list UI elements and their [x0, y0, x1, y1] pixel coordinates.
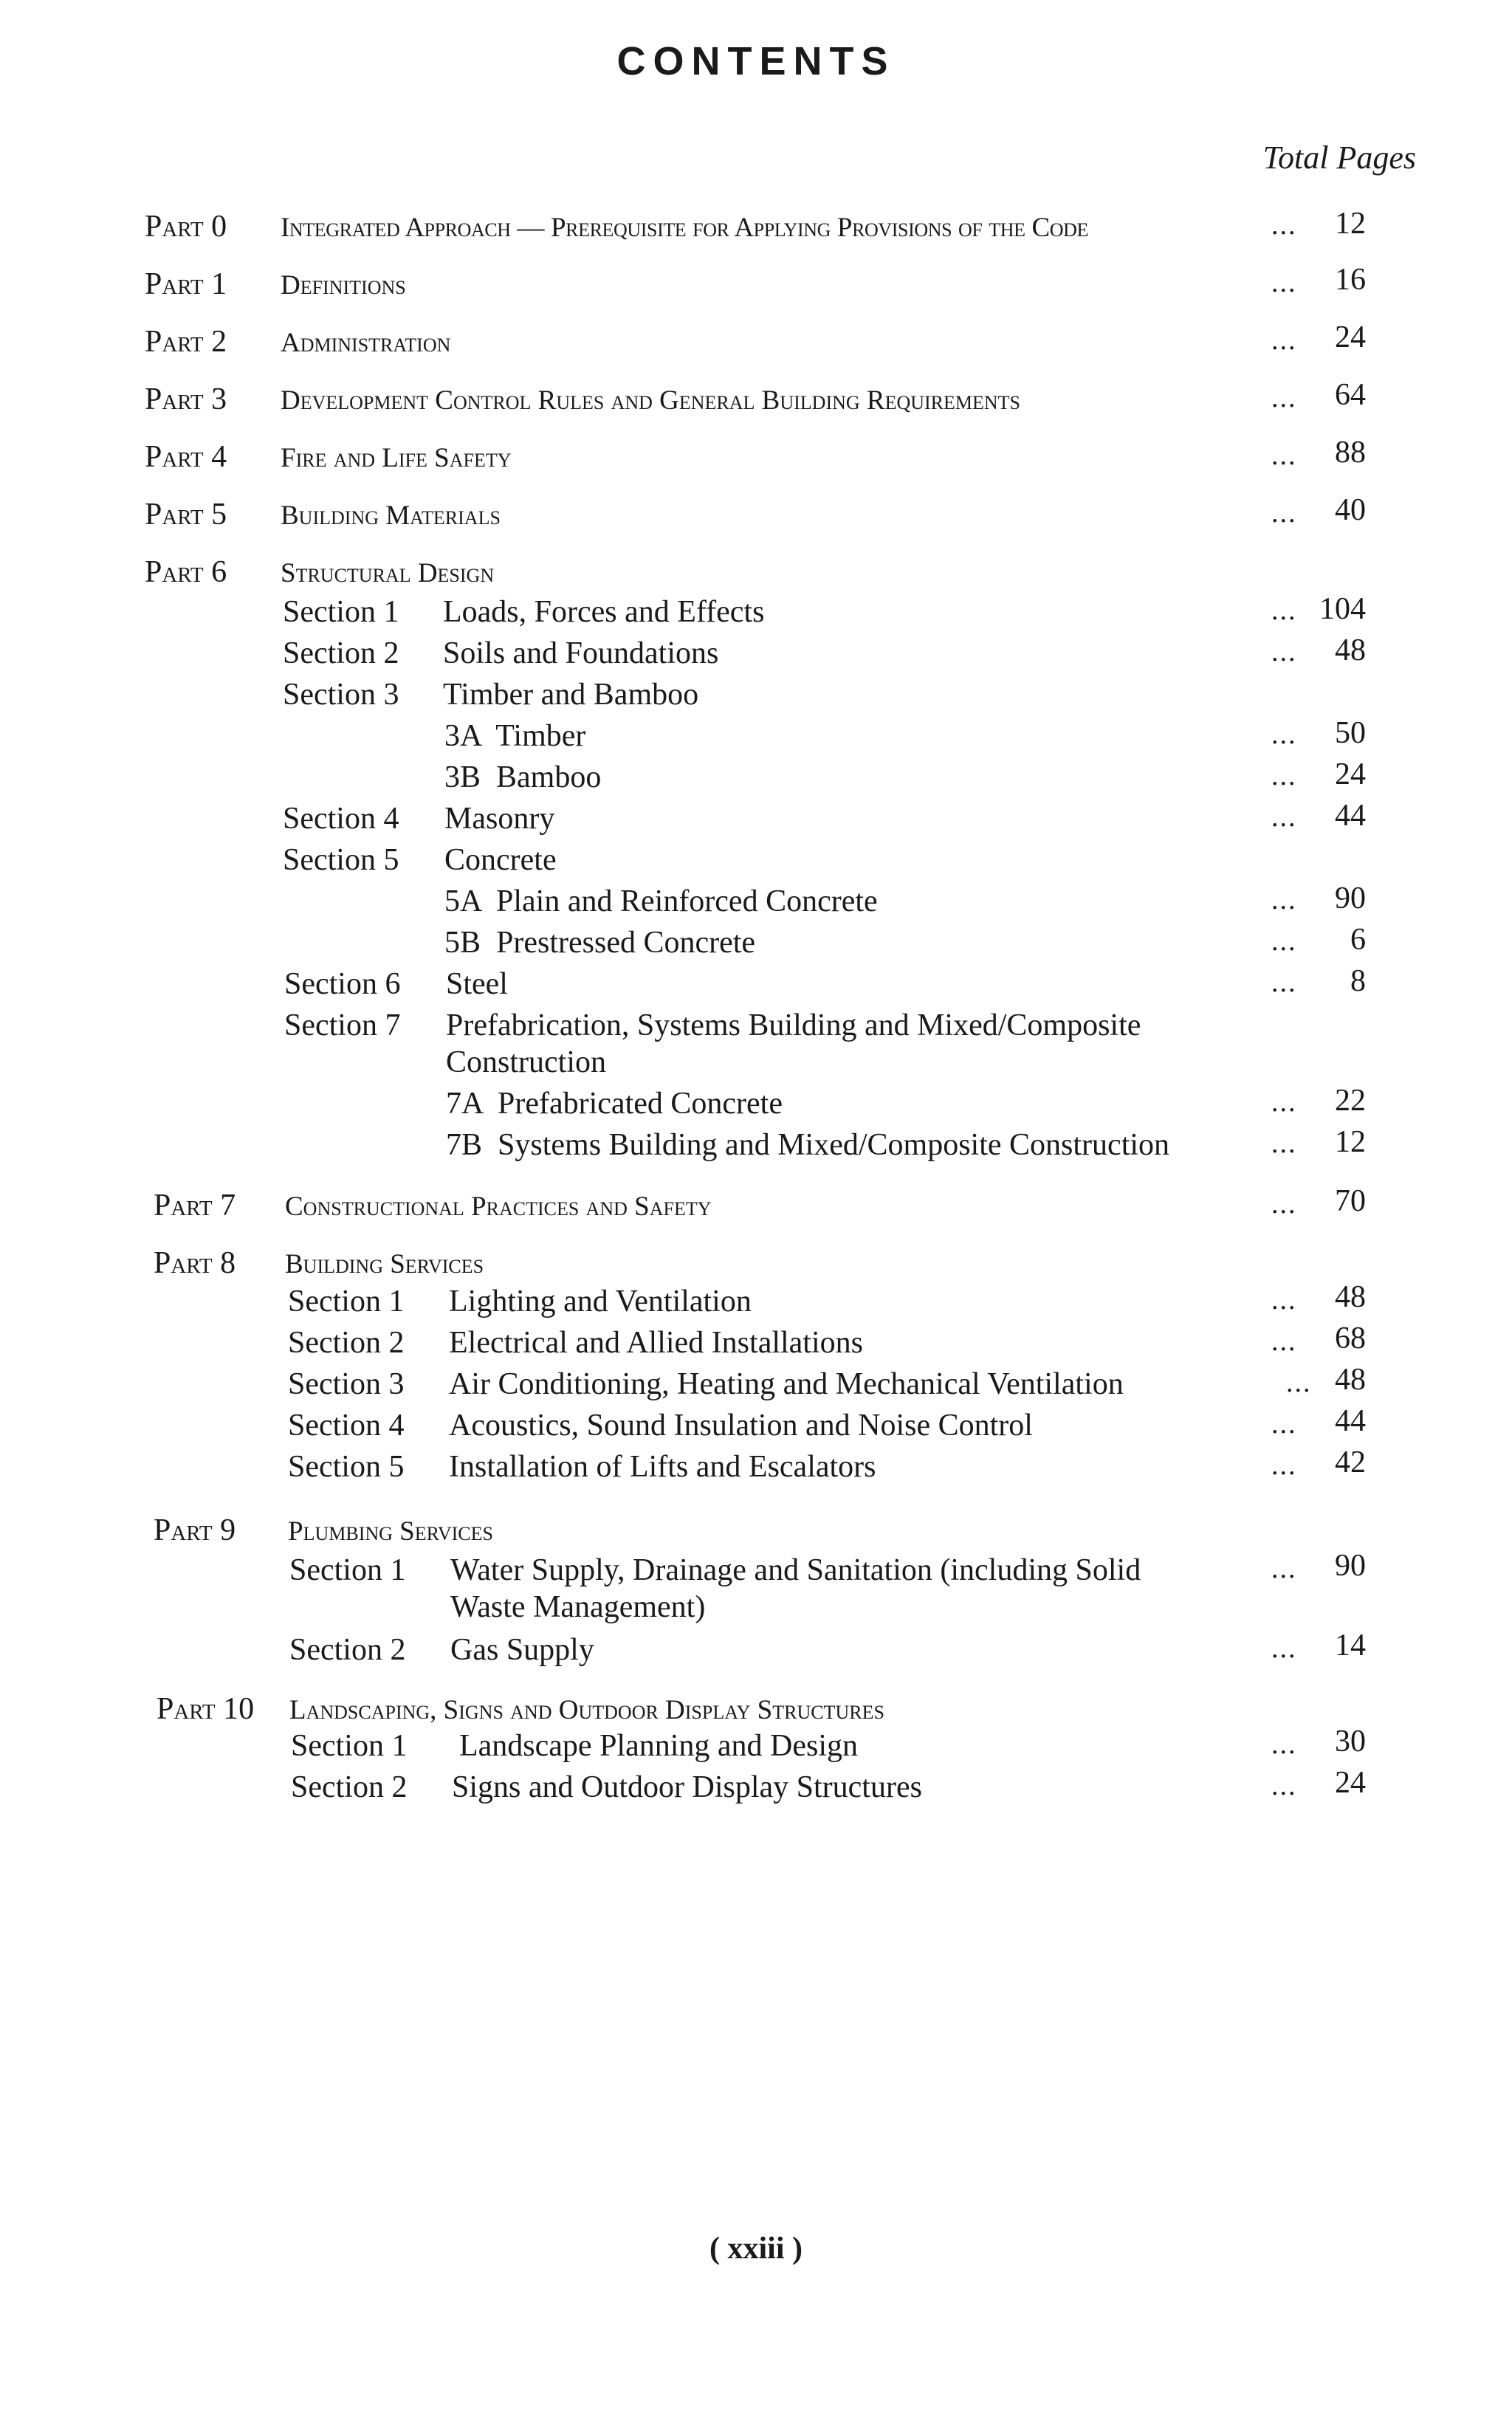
part-title: Integrated Approach — Prerequisite for Applying Provisions of the Code: [281, 213, 1088, 243]
section-title: Concrete: [444, 843, 557, 877]
page-count: 68: [1335, 1321, 1366, 1355]
part-title: Plumbing Services: [288, 1516, 493, 1547]
page-count: 90: [1335, 881, 1366, 915]
section-title: Masonry: [444, 802, 555, 836]
leader-dots: ...: [1271, 1633, 1297, 1664]
leader-dots: ...: [1271, 440, 1297, 471]
part-title: Development Control Rules and General Building Requirements: [281, 385, 1021, 416]
page-count: 12: [1335, 207, 1366, 241]
leader-dots: ...: [1271, 1285, 1297, 1316]
section-label: Section 1: [289, 1553, 406, 1587]
part-title: Structural Design: [281, 558, 495, 588]
section-title: Steel: [446, 967, 508, 1001]
section-title-continued: Construction: [446, 1045, 606, 1079]
page-count: 48: [1335, 1363, 1366, 1397]
leader-dots: ...: [1271, 926, 1297, 957]
section-label: Section 2: [283, 636, 399, 670]
page-count: 30: [1335, 1725, 1366, 1758]
section-label: Section 6: [284, 967, 401, 1001]
section-label: Section 5: [283, 843, 399, 877]
subsection-title: 3A Timber: [444, 719, 586, 753]
part-title: Constructional Practices and Safety: [285, 1192, 712, 1222]
part-label: Part 5: [145, 498, 227, 532]
leader-dots: ...: [1271, 1770, 1297, 1801]
part-title: Landscaping, Signs and Outdoor Display Structures: [289, 1695, 884, 1725]
leader-dots: ...: [1271, 1450, 1297, 1481]
section-title: Air Conditioning, Heating and Mechanical Ventilation: [449, 1367, 1124, 1401]
leader-dots: ...: [1271, 498, 1297, 529]
page-count: 22: [1335, 1084, 1366, 1118]
page-count: 8: [1350, 964, 1366, 998]
section-label: Section 1: [291, 1729, 408, 1763]
page-count: 70: [1335, 1184, 1366, 1218]
leader-dots: ...: [1271, 1729, 1297, 1760]
leader-dots: ...: [1271, 1189, 1297, 1220]
leader-dots: ...: [1286, 1367, 1312, 1398]
leader-dots: ...: [1271, 1553, 1297, 1584]
part-label: Part 7: [154, 1189, 236, 1223]
leader-dots: ...: [1271, 719, 1297, 750]
part-label: Part 8: [154, 1246, 236, 1280]
leader-dots: ...: [1271, 382, 1297, 413]
page-count: 12: [1335, 1125, 1366, 1159]
section-label: Section 4: [283, 802, 399, 836]
part-label: Part 9: [154, 1513, 236, 1547]
section-title-continued: Waste Management): [450, 1590, 706, 1624]
page-count: 24: [1335, 320, 1366, 354]
section-label: Section 3: [283, 678, 399, 712]
part-label: Part 3: [145, 382, 227, 416]
page-count: 50: [1335, 716, 1366, 750]
total-pages-header: Total Pages: [1262, 140, 1416, 176]
section-title: Installation of Lifts and Escalators: [449, 1450, 876, 1484]
part-label: Part 0: [145, 210, 227, 244]
section-label: Section 2: [288, 1326, 405, 1360]
leader-dots: ...: [1271, 325, 1297, 356]
page-count: 104: [1319, 592, 1366, 626]
part-title: Building Materials: [281, 501, 501, 531]
leader-dots: ...: [1271, 1128, 1297, 1159]
section-title: Prefabrication, Systems Building and Mixed/Composite: [446, 1008, 1141, 1042]
part-label: Part 1: [145, 267, 227, 301]
subsection-title: 3B Bamboo: [444, 760, 602, 794]
section-title: Timber and Bamboo: [443, 678, 699, 712]
leader-dots: ...: [1271, 595, 1297, 626]
section-title: Gas Supply: [450, 1633, 594, 1667]
section-label: Section 1: [288, 1285, 405, 1318]
leader-dots: ...: [1271, 267, 1297, 298]
page-count: 24: [1335, 757, 1366, 791]
page-count: 48: [1335, 1280, 1366, 1314]
leader-dots: ...: [1271, 884, 1297, 915]
part-label: Part 10: [157, 1692, 255, 1726]
page-count: 14: [1335, 1629, 1366, 1663]
section-title: Landscape Planning and Design: [459, 1729, 859, 1763]
page-count: 42: [1335, 1445, 1366, 1479]
leader-dots: ...: [1271, 760, 1297, 791]
page-number: ( xxiii ): [709, 2232, 803, 2266]
leader-dots: ...: [1271, 636, 1297, 667]
leader-dots: ...: [1271, 802, 1297, 833]
section-title: Loads, Forces and Effects: [443, 595, 765, 629]
section-title: Electrical and Allied Installations: [449, 1326, 863, 1360]
section-label: Section 3: [288, 1367, 405, 1401]
subsection-title: 5B Prestressed Concrete: [444, 926, 756, 960]
page-count: 16: [1335, 263, 1366, 297]
section-label: Section 5: [288, 1450, 405, 1484]
section-label: Section 2: [289, 1633, 406, 1667]
subsection-title: 7A Prefabricated Concrete: [446, 1087, 783, 1121]
page-count: 44: [1335, 799, 1366, 833]
page-count: 6: [1350, 923, 1366, 957]
section-title: Lighting and Ventilation: [449, 1285, 752, 1318]
part-title: Building Services: [285, 1249, 484, 1279]
section-label: Section 2: [291, 1770, 408, 1804]
subsection-title: 7B Systems Building and Mixed/Composite Construction: [446, 1128, 1170, 1162]
leader-dots: ...: [1271, 967, 1297, 998]
section-title: Soils and Foundations: [443, 636, 719, 670]
page-title: CONTENTS: [616, 39, 896, 83]
leader-dots: ...: [1271, 1087, 1297, 1118]
leader-dots: ...: [1271, 1409, 1297, 1440]
leader-dots: ...: [1271, 1326, 1297, 1357]
section-label: Section 7: [284, 1008, 401, 1042]
page-count: 44: [1335, 1404, 1366, 1438]
section-label: Section 1: [283, 595, 399, 629]
leader-dots: ...: [1271, 210, 1297, 241]
page-count: 40: [1335, 493, 1366, 527]
page-count: 48: [1335, 633, 1366, 667]
part-label: Part 2: [145, 325, 227, 359]
section-title: Acoustics, Sound Insulation and Noise Control: [449, 1409, 1033, 1443]
section-title: Signs and Outdoor Display Structures: [452, 1770, 922, 1804]
part-label: Part 6: [145, 555, 227, 589]
part-title: Administration: [281, 328, 451, 358]
page-count: 64: [1335, 378, 1366, 412]
part-label: Part 4: [145, 440, 227, 474]
section-title: Water Supply, Drainage and Sanitation (including Solid: [450, 1553, 1141, 1587]
part-title: Fire and Life Safety: [281, 443, 512, 473]
page-count: 24: [1335, 1766, 1366, 1800]
section-label: Section 4: [288, 1409, 405, 1443]
subsection-title: 5A Plain and Reinforced Concrete: [444, 884, 878, 918]
page-count: 90: [1335, 1549, 1366, 1583]
page-count: 88: [1335, 436, 1366, 470]
part-title: Definitions: [281, 270, 406, 300]
